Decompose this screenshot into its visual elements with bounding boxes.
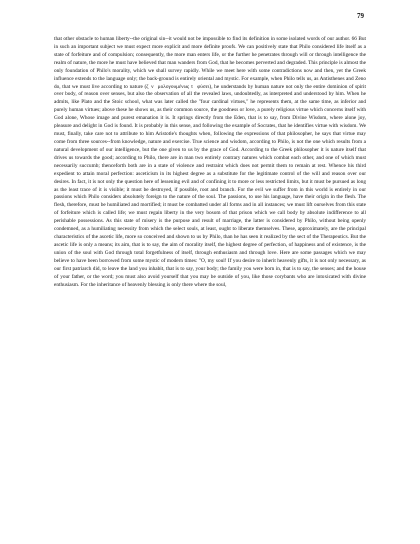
body-text: that other obstacle to human liberty--the original sin--it would not be impossible to find its definition in some isolated words of our author. 66 But in such an important subject we must expect more explicit and more definite proofs. We can positively state that Philo considered life itself as a state of forfeiture and of compulsion; consequently, the more man enters life, or the further he penetrates through will or through intelligence the realm of nature, the more he must have believed that man wanders from God, that he becomes perverted and degraded. This principle is almost the only foundation of Philo's morality, which we shall survey rapidly. While we meet here with some contradictions now and then, yet the Greek influence extends to the language only; the back-ground is entirely oriental and mystic. For example, when Philo tells us, as Antisthenes and Zeno do, that we must live according to nature (ζ ν μολογουμένως τ φύσει), he understands by human nature not only the entire dominion of spirit over body, of reason over senses, but also the observation of all the revealed laws, undoubtedly, as interpreted and understood by him. When he admits, like Plato and the Stoic school, what was later called the "four cardinal virtues," he represents them, at the same time, as inferior and purely human virtues; above these he shows us, as their common source, the goodness or love, a purely religious virtue which concerns itself with God alone, Whose image and purest emanation it is. It springs directly from the Eden, that is to say, from Divine Wisdom, where alone joy, pleasure and delight in God is found. It is probably in this sense, and following the example of Socrates, that he identifies virtue with wisdom. We must, finally, take care not to attribute to him Aristotle's thoughts when, following the expressions of that philosopher, he says that virtue may come from three sources--from knowledge, nature and exercise. True science and wisdom, according to Philo, is not the one which results from a natural development of our intelligence, but the one given to us by the grace of God. According to the Greek philosopher it is nature itself that drives us towards the good; according to Philo, there are in man two entirely contrary natures which combat each other, and one of which must necessarily succumb; thenceforth both are in a state of violence and restraint which does not permit them to remain at rest. Whence his third expedient to attain moral perfection: asceticism in its highest degree as a substitute for the legitimate control of the will and reason over our desires. In fact, it is not only the question here of lessening evil and of confining it to more or less restricted limits, but it must be pursued as long as the least trace of it is visible; it must be destroyed, if possible, root and branch. For the evil we suffer from in this world is entirely in our passions which Philo considers absolutely foreign to the nature of the soul. The passions, to use his language, have their origin in the flesh. The flesh, therefore, must be humiliated and mortified; it must be combatted under all forms and in all instances; we must lift ourselves from this state of forfeiture which is called life; we must regain liberty in the very bosom of that prison which we call body by absolute indifference to all perishable possessions. As this state of misery is the purpose and result of marriage, the latter is considered by Philo, without being openly condemned, as a humiliating necessity from which the select souls, at least, ought to liberate themselves. These, approximately, are the principal characteristics of the ascetic life, more so conceived and shown to us by Philo, than he has seen it realized by the sect of the Therapeutics. But the ascetic life is only a means; its aim, that is to say, the aim of morality itself, the highest degree of perfection, of happiness and of existence, is the union of the soul with God through total forgetfulness of itself, through enthusiasm and through love. Here are some passages which we may believe to have been borrowed from some mystic of modern times: "O, my soul! If you desire to inherit heavenly gifts, it is not only necessary, as our first patriarch did, to leave the land you inhabit, that is to say, your body; the family you were born in, that is to say, the senses; and the house of your father, or the word; you must also avoid yourself that you may be outside of you, like those corybants who are intoxicated with divine enthusiasm. For the inheritance of heavenly blessing is only there where the soul, [54,36,366,288]
page-number: 79 [357,12,364,20]
